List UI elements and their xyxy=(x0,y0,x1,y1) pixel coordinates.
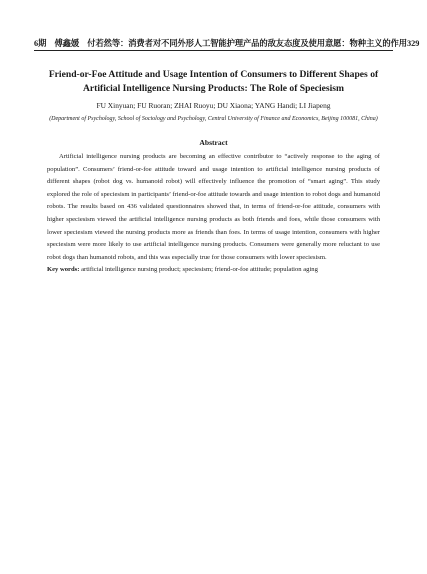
keywords xyxy=(47,264,380,275)
header-rule xyxy=(34,50,393,51)
running-head-title: 傅鑫媛 付若然等：消费者对不同外形人工智能护理产品的敌友态度及使用意愿：物种主义的作用 xyxy=(54,39,407,48)
keywords-label: Key words: xyxy=(47,266,80,273)
author-list: FU Xinyuan; FU Ruoran; ZHAI Ruoyu; DU Xiaona; YANG Handi; LI Jiapeng xyxy=(96,101,331,110)
author-affiliation: (Department of Psychology, School of Sociology and Psychology, Central University of Finance and Economics, Beijing 100081, China) xyxy=(49,116,378,122)
article-title xyxy=(40,68,387,96)
page-number: 329 xyxy=(406,38,420,48)
article-title-line-1: Friend-or-Foe Attitude and Usage Intention of Consumers to Different Shapes of xyxy=(48,69,379,80)
running-head xyxy=(34,36,420,50)
abstract-body: Artificial intelligence nursing products are becoming an effective contributor to “actively response to the aging of population”. Consumers’ friend-or-foe attitude toward and usage intention to artificial intelligence nursing products of different shapes (robot dog vs. humanoid robot) will effectively influence the promotion of “smart aging”. This study explored the role of speciesism in participants’ friend-or-foe attitude towards and usage intention to robot dogs and humanoid robots. The results based on 436 validated questionnaires showed that, in terms of friend-or-foe attitude, consumers with higher speciesism viewed the artificial intelligence nursing products as both friends and foes, while those consumers with lower speciesism viewed the nursing products more as friends than foes. In terms of usage intention, consumers with higher speciesism were more likely to use artificial intelligence nursing products. Consumers were generally more reluctant to use robot dogs than humanoid robots, and this was especially true for those consumers with lower speciesism. xyxy=(47,153,380,261)
article-title-line-2: Artificial Intelligence Nursing Products: The Role of Speciesism xyxy=(82,83,345,94)
abstract-heading: Abstract xyxy=(199,138,228,147)
keywords-text: artificial intelligence nursing product; speciesism; friend-or-foe attitude; population aging xyxy=(81,266,318,273)
issue-number: 6期 xyxy=(34,39,47,48)
